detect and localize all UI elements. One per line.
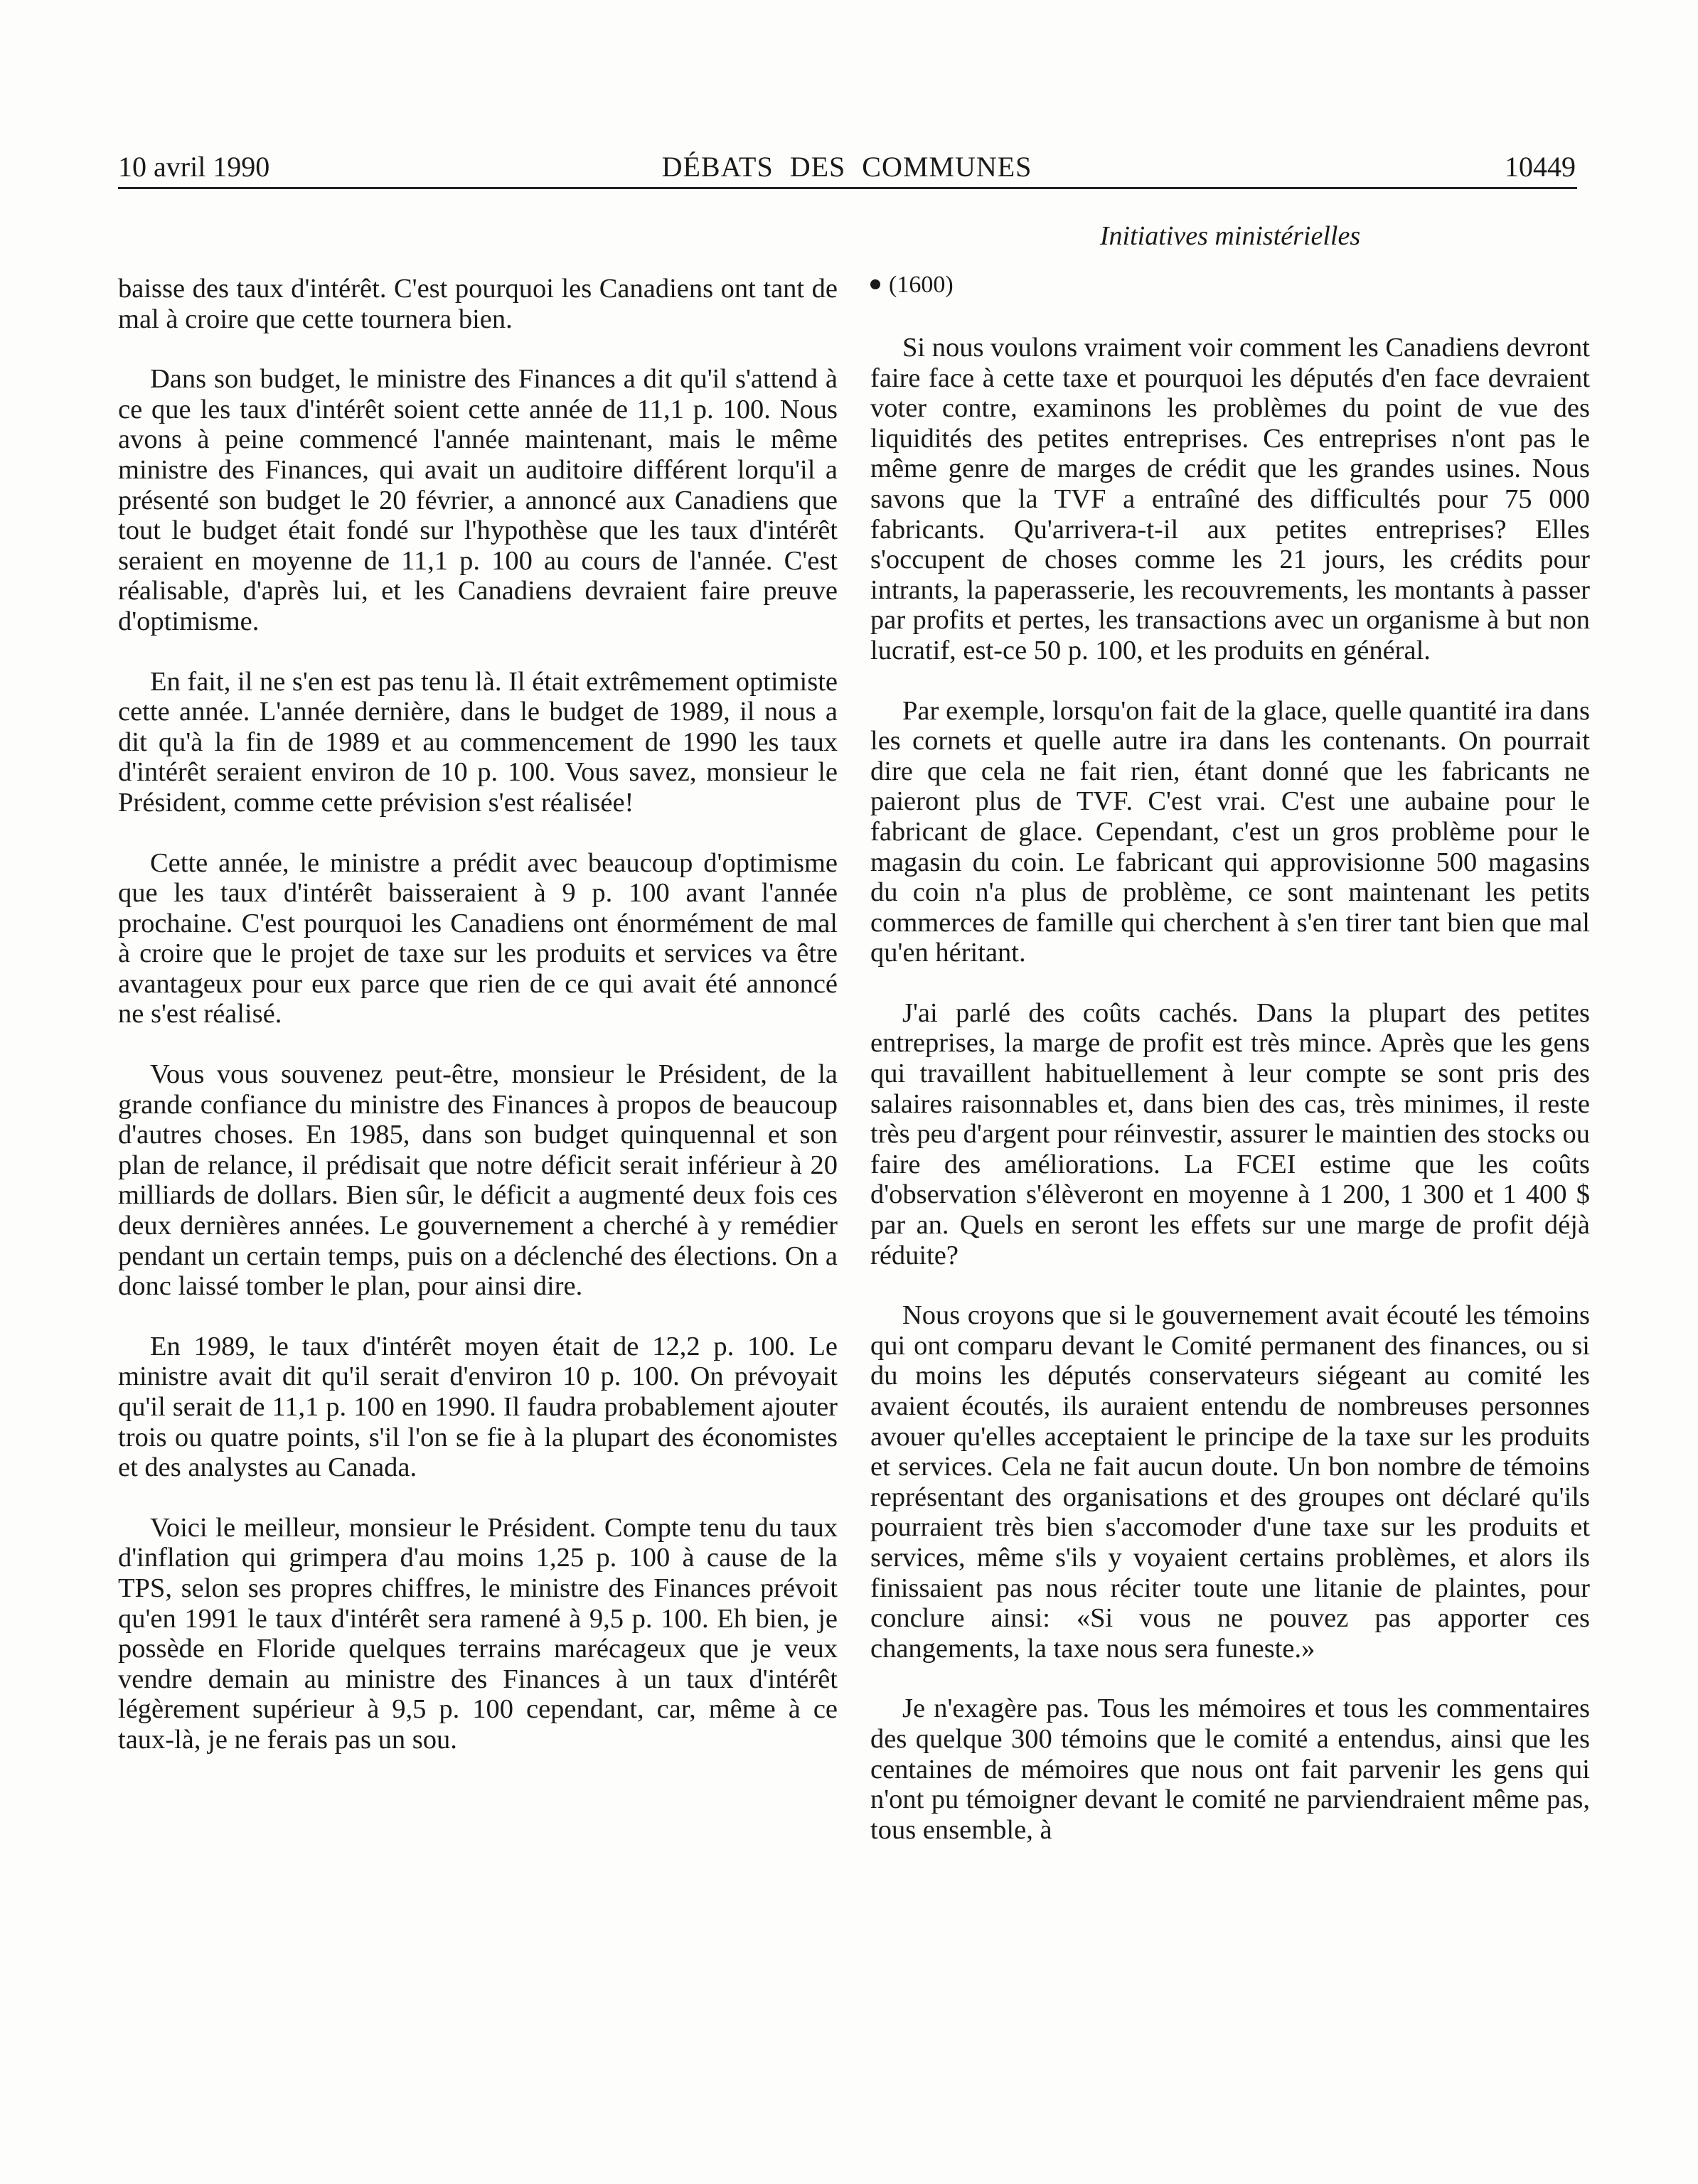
time-marker-text: (1600) [889,272,954,298]
paragraph: Si nous voulons vraiment voir comment les Canadiens devront faire face à cette taxe et pourquoi les députés d'en face devraient voter contre, examinons les problèmes du point de vue des liquidités des petites entreprises. Ces entreprises n'ont pas le même genre de marges de crédit que les grandes usines. Nous savons que la TVF a entraîné des difficultés pour 75 000 fabricants. Qu'arrivera-t-il aux petites entreprises? Elles s'occupent de choses comme les 21 jours, les crédits pour intrants, la paperasserie, les recouvrements, les montants à passer par profits et pertes, les transactions avec un organisme à but non lucratif, est-ce 50 p. 100, et les produits en général. [870,333,1590,665]
paragraph: Cette année, le ministre a prédit avec beaucoup d'optimisme que les taux d'intérêt baisseraient à 9 p. 100 avant l'année prochaine. C'est pourquoi les Canadiens ont énormément de mal à croire que le projet de taxe sur les produits et services va être avantageux pour eux parce que rien de ce qui avait été annoncé ne s'est réalisé. [118,847,838,1029]
header-date: 10 avril 1990 [118,151,270,183]
header-title: DÉBATS DES COMMUNES [661,151,1032,183]
left-column [118,274,838,1785]
paragraph: Nous croyons que si le gouvernement avait écouté les témoins qui ont comparu devant le Comité permanent des finances, ou si du moins les députés conservateurs siégeant au comité les avaient écoutés, ils auraient entendu de nombreuses personnes avouer qu'elles acceptaient le principe de la taxe sur les produits et services. Cela ne fait aucun doute. Un bon nombre de témoins représentant des organisations et des groupes ont déclaré qu'ils pourraient très bien s'accomoder d'une taxe sur les produits et services, même s'ils y voyaient certains problèmes, et alors ils finissaient pas nous réciter toute une litanie de plaintes, pour conclure ainsi: «Si vous ne pouvez pas apporter ces changements, la taxe nous sera funeste.» [870,1300,1590,1664]
paragraph: Je n'exagère pas. Tous les mémoires et tous les commentaires des quelque 300 témoins que le comité a entendus, ainsi que les centaines de mémoires que nous ont fait parvenir les gens qui n'ont pu témoigner devant le comité ne parviendraient même pas, tous ensemble, à [870,1693,1590,1845]
page-number: 10449 [1505,151,1576,183]
bullet-icon [870,279,880,289]
time-marker [870,270,1590,300]
paragraph: Voici le meilleur, monsieur le Président. Compte tenu du taux d'inflation qui grimpera d'au moins 1,25 p. 100 à cause de la TPS, selon ses propres chiffres, le ministre des Finances prévoit qu'en 1991 le taux d'intérêt sera ramené à 9,5 p. 100. Eh bien, je possède en Floride quelques terrains marécageux que je veux vendre demain au ministre des Finances à un taux d'intérêt légèrement supérieur à 9,5 p. 100 cependant, car, même à ce taux-là, je ne ferais pas un sou. [118,1512,838,1755]
paragraph: En 1989, le taux d'intérêt moyen était de 12,2 p. 100. Le ministre avait dit qu'il serait d'environ 10 p. 100. On prévoyait qu'il serait de 11,1 p. 100 en 1990. Il faudra probablement ajouter trois ou quatre points, s'il l'on se fie à la plupart des économistes et des analystes au Canada. [118,1331,838,1483]
paragraph: Dans son budget, le ministre des Finances a dit qu'il s'attend à ce que les taux d'intérêt soient cette année de 11,1 p. 100. Nous avons à peine commencé l'année maintenant, mais le même ministre des Finances, qui avait un auditoire différent lorqu'il a présenté son budget le 20 février, a annoncé aux Canadiens que tout le budget était fondé sur l'hypothèse que les taux d'intérêt seraient en moyenne de 11,1 p. 100 au cours de l'année. C'est réalisable, d'après lui, et les Canadiens devraient faire preuve d'optimisme. [118,364,838,636]
right-column [870,270,1590,1875]
header-rule [118,187,1577,189]
paragraph: baisse des taux d'intérêt. C'est pourquoi les Canadiens ont tant de mal à croire que cette tournera bien. [118,274,838,334]
section-heading: Initiatives ministérielles [1099,221,1361,251]
paragraph: Par exemple, lorsqu'on fait de la glace, quelle quantité ira dans les cornets et quelle autre ira dans les contenants. On pourrait dire que cela ne fait rien, étant donné que les fabricants ne paieront plus de TVF. C'est vrai. C'est une aubaine pour le fabricant de glace. Cependant, c'est un gros problème pour le magasin du coin. Le fabricant qui approvisionne 500 magasins du coin n'a plus de problème, ce sont maintenant les petits commerces de famille qui cherchent à s'en tirer tant bien que mal qu'en héritant. [870,695,1590,968]
paragraph: En fait, il ne s'en est pas tenu là. Il était extrêmement optimiste cette année. L'année dernière, dans le budget de 1989, il nous a dit qu'à la fin de 1989 et au commencement de 1990 les taux d'intérêt seraient environ de 10 p. 100. Vous savez, monsieur le Président, comme cette prévision s'est réalisée! [118,666,838,818]
page-header [118,146,1576,188]
paragraph: Vous vous souvenez peut-être, monsieur le Président, de la grande confiance du ministre des Finances à propos de beaucoup d'autres choses. En 1985, dans son budget quinquennal et son plan de relance, il prédisait que notre déficit serait inférieur à 20 milliards de dollars. Bien sûr, le déficit a augmenté deux fois ces deux dernières années. Le gouvernement a cherché à y remédier pendant un certain temps, puis on a déclenché des élections. On a donc laissé tomber le plan, pour ainsi dire. [118,1059,838,1302]
paragraph: J'ai parlé des coûts cachés. Dans la plupart des petites entreprises, la marge de profit est très mince. Après que les gens qui travaillent habituellement à leur compte se sont pris des salaires raisonnables et, dans bien des cas, très minimes, il reste très peu d'argent pour réinvestir, assurer le maintien des stocks ou faire des améliorations. La FCEI estime que les coûts d'observation s'élèveront en moyenne à 1 200, 1 300 et 1 400 $ par an. Quels en seront les effets sur une marge de profit déjà réduite? [870,997,1590,1270]
